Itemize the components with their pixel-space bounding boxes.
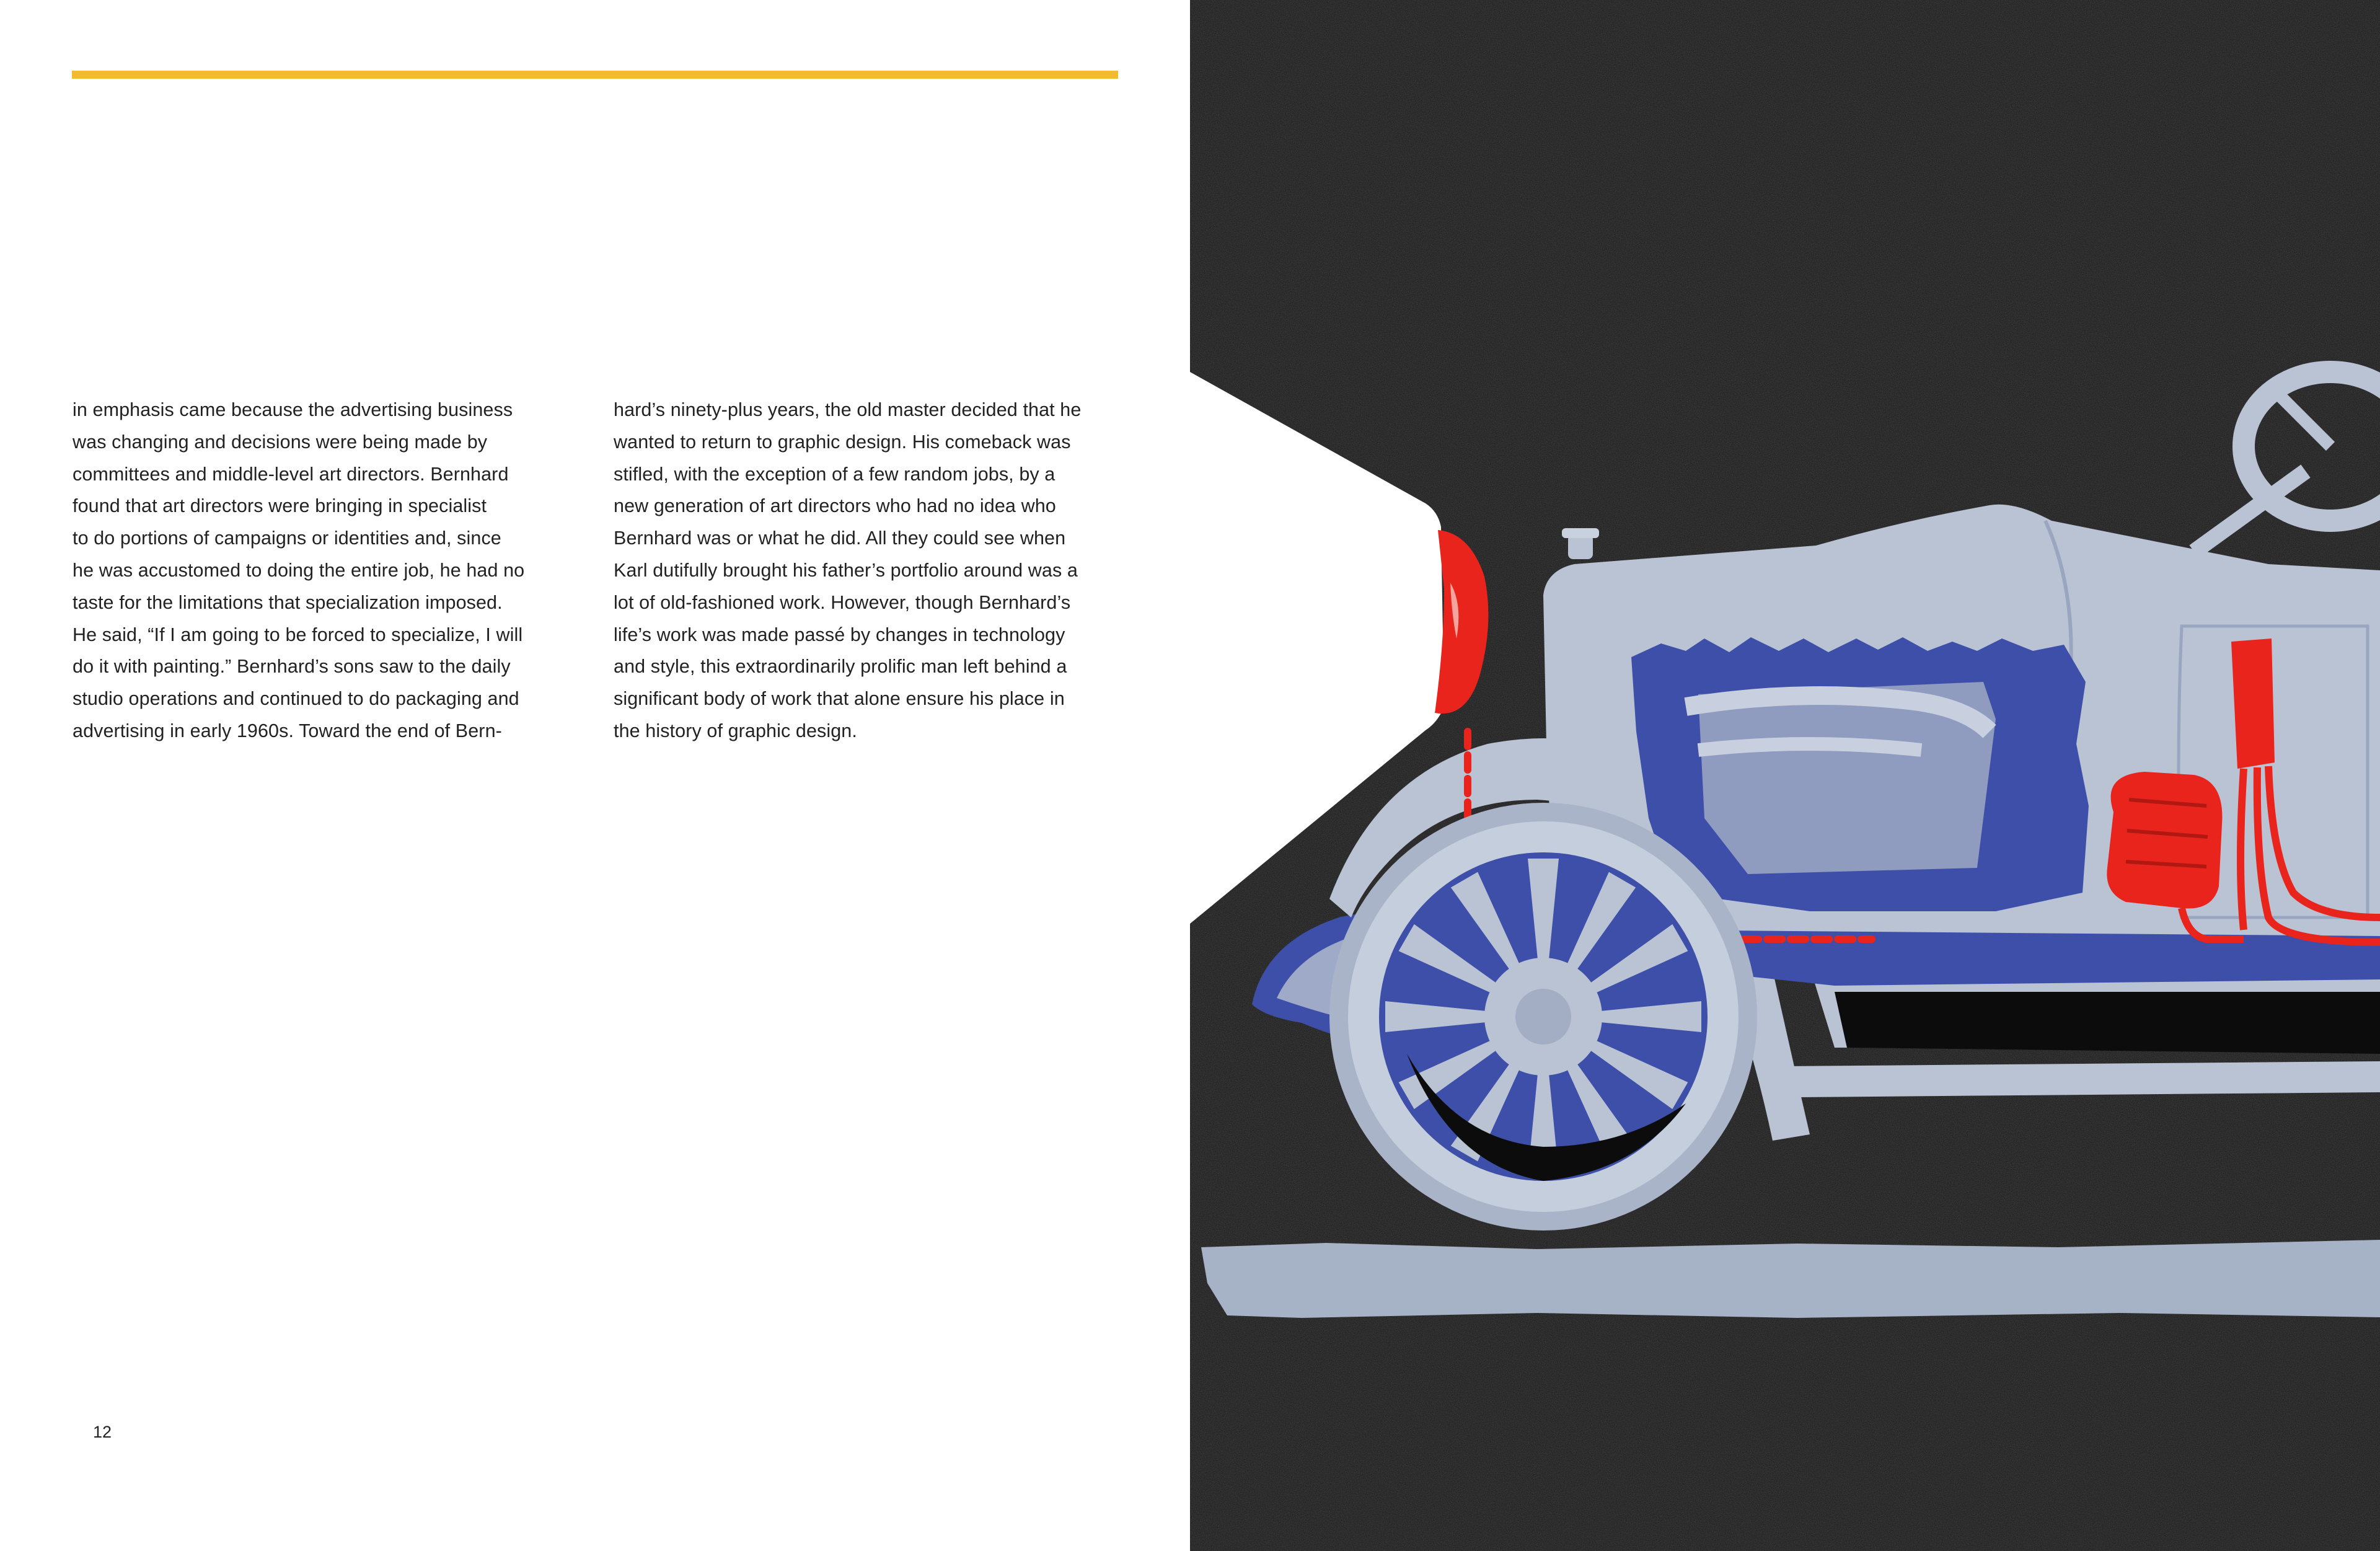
text-line: studio operations and continued to do packaging and: [73, 688, 519, 710]
road-stripe: [1201, 1240, 2380, 1318]
page-number: 12: [93, 1423, 112, 1441]
text-line: was changing and decisions were being made by: [73, 431, 488, 453]
chassis-shadow: [1835, 992, 2380, 1054]
text-line: in emphasis came because the advertising business: [73, 399, 513, 420]
text-column-2: [614, 394, 1113, 748]
text-line: he was accustomed to doing the entire job, he had no: [73, 559, 525, 581]
right-page-illustration: [1190, 0, 2380, 1551]
text-column-1: [73, 394, 572, 748]
text-line: Bernhard was or what he did. All they could see when: [614, 528, 1066, 549]
accent-rule: [72, 71, 1118, 79]
text-line: committees and middle-level art directors. Bernhard: [73, 463, 509, 485]
text-line: wanted to return to graphic design. His comeback was: [614, 431, 1071, 453]
text-line: taste for the limitations that specialization imposed.: [73, 591, 503, 613]
text-line: to do portions of campaigns or identities and, since: [73, 528, 501, 549]
text-line: new generation of art directors who had no idea who: [614, 495, 1056, 517]
running-board: [1785, 1061, 2380, 1097]
text-line: life’s work was made passé by changes in technology: [614, 624, 1065, 645]
text-line: found that art directors were bringing in specialist: [73, 495, 487, 517]
text-line: hard’s ninety-plus years, the old master decided that he: [614, 399, 1082, 420]
text-line: advertising in early 1960s. Toward the end of Bern-: [73, 720, 502, 741]
text-line: He said, “If I am going to be forced to specialize, I will: [73, 624, 523, 645]
text-line: significant body of work that alone ensure his place in: [614, 688, 1065, 710]
radiator-cap-top: [1562, 528, 1599, 538]
magneto: [2107, 772, 2222, 909]
text-line: do it with painting.” Bernhard’s sons saw to the daily: [73, 656, 511, 678]
text-line: lot of old-fashioned work. However, though Bernhard’s: [614, 591, 1071, 613]
text-line: Karl dutifully brought his father’s portfolio around was a: [614, 559, 1078, 581]
exhaust-pipe: [1698, 744, 1921, 750]
text-line: stifled, with the exception of a few random jobs, by a: [614, 463, 1056, 485]
text-line: the history of graphic design.: [614, 720, 857, 741]
hub-cap: [1515, 989, 1571, 1045]
car-illustration: [1190, 0, 2380, 1551]
text-line: and style, this extraordinarily prolific man left behind a: [614, 656, 1067, 678]
ignition-coil: [2231, 639, 2275, 769]
